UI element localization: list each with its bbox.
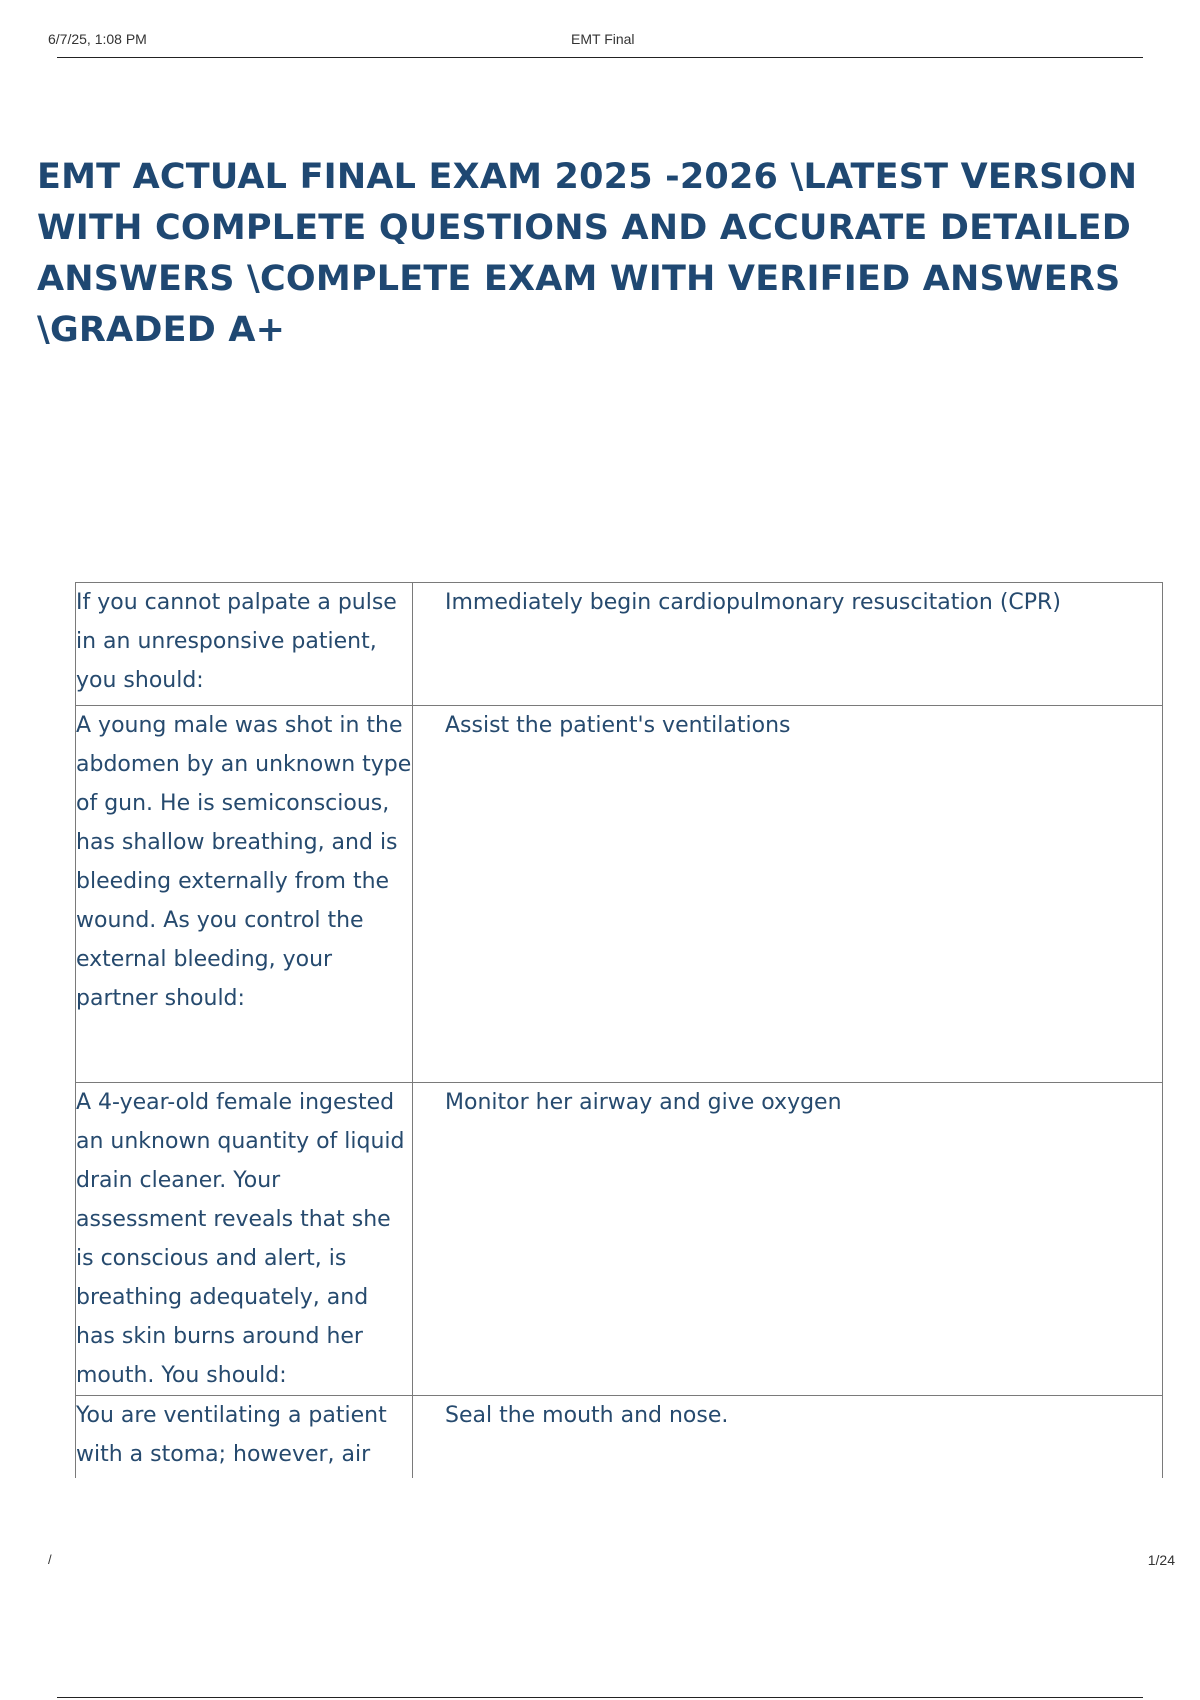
header-divider [57,57,1143,58]
answer-text: Monitor her airway and give oxygen [445,1090,842,1115]
table-row [76,1396,1163,1478]
print-title: EMT Final [571,31,635,47]
question-text: A young male was shot in the abdomen by an unknown type of gun. He is semiconscious, has shallow breathing, and is bleeding externally from the wound. As you control the external bleeding, your partner should: [76,713,412,1011]
table-row [76,1083,1163,1396]
answer-cell [413,1396,1163,1478]
qa-table [75,582,1163,1478]
question-cell [76,1083,413,1396]
print-date: 6/7/25, 1:08 PM [48,31,147,47]
question-cell [76,706,413,1083]
question-cell [76,583,413,706]
answer-text: Assist the patient's ventilations [445,713,791,738]
question-text: A 4-year-old female ingested an unknown quantity of liquid drain cleaner. Your assessment reveals that she is conscious and alert, is breathing adequately, and has skin burns around her mouth. You should: [76,1090,405,1388]
answer-text: Seal the mouth and nose. [445,1403,729,1428]
footer-url: / [48,1552,52,1567]
answer-text: Immediately begin cardiopulmonary resuscitation (CPR) [445,590,1061,615]
question-cell [76,1396,413,1478]
page-number: 1/24 [1147,1552,1175,1568]
table-row [76,706,1163,1083]
answer-cell [413,706,1163,1083]
answer-cell [413,583,1163,706]
answer-cell [413,1083,1163,1396]
footer-divider [57,1697,1143,1698]
document-heading: EMT ACTUAL FINAL EXAM 2025 -2026 \LATEST VERSION WITH COMPLETE QUESTIONS AND ACCURATE DETAILED ANSWERS \COMPLETE EXAM WITH VERIFIED ANSWERS \GRADED A+ [37,157,1138,350]
table-row [76,583,1163,706]
question-text: You are ventilating a patient with a stoma; however, air [76,1403,387,1467]
question-text: If you cannot palpate a pulse in an unresponsive patient, you should: [76,590,397,693]
